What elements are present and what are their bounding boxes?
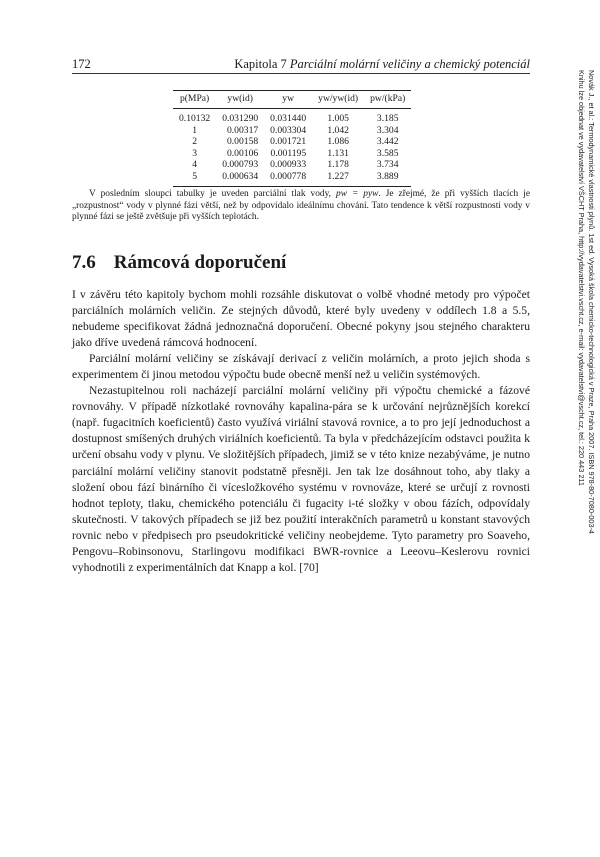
table-cell: 3 [192,147,197,159]
column-header: yw/yw(id) [312,91,364,109]
table-note-formula: pw = pyw [336,189,379,199]
section-heading [72,252,286,274]
table-row [173,136,411,148]
table-cell: 3.734 [376,159,399,171]
table-cell: 1 [192,124,197,136]
ordering-info-line: Knihu lze objednat ve vydavatelství VŠCHT Praha, http://vydavatelstvi.vscht.cz, e-mail: vydavatelstvi@vscht.cz, tel.: 220 443 211 [577,70,586,486]
table-cell: 0.00158 [226,136,259,148]
table-cell: 2 [192,136,197,148]
table-note-text: . Je zřejmé, že při vyšších tlacích je „rozpustnost“ vody v plynné fázi větší, než by odpovídalo ideálnímu chování. Tato tendence k větší rozpustnosti vody v plynné fázi se ještě zvětšuje při vyšších teplotách. [72,189,530,223]
table-cell: 0.000634 [222,170,259,182]
table-cell: 1.178 [327,159,349,171]
table-cell: 1.042 [327,124,349,136]
paragraph: Nezastupitelnou roli nacházejí parciální molární veličiny při výpočtu chemické a fázové rovnováhy. V případě nízkotlaké rovnováhy kapalina-pára se k určování nejrůznějších korekcí (např. fugacitních koeficientů) často využívá viriální stavová rovnice, a to pro její jednoduchost a dostupnost smíšených druhých viriálních koeficientů. Ta byla v předcházejícím odstavci použita k určení obsahu vody v plynu. Ve složitějších případech, jimiž se v této knize nezabýváme, je nutno parciální molární veličiny stanovit podstatně přesněji. Jen tak lze dosáhnout toho, aby tlaky a složení obou fází binárního či vícesložkového systému v rovnováze, které se určují z rovnosti hodnot teploty, tlaku, chemického potenciálu či fugacity i-té složky v obou fázích, odpovídaly skutečnosti. V takových případech se již bez použití interakčních parametrů u konstant stavových rovnic nebo v předpisech pro pseudokritické veličiny neobejdeme. Tyto parametry pro Soaveho, Pengovu–Robinsonovu, Starlingovu modifikaci BWR-rovnice a Leeovu–Keslerovu rovnici vyhodnotili z experimentálních dat Knapp a kol. [70] [72,384,530,574]
table-cell: 3.185 [376,113,399,124]
table-row [173,125,411,137]
table-cell: 3.889 [376,170,399,182]
header-rule [72,73,530,74]
chapter-prefix: Kapitola 7 [234,57,290,71]
table-row [173,148,411,160]
table-cell: 1.005 [327,113,349,124]
table-cell: 0.031440 [270,113,307,124]
citation-line: Novák J., et al.: Termodynamické vlastnosti plynů. 1st ed. Vysoká škola chemicko-technologická v Praze, Praha 2007. ISBN 978-80-7080-003-4 [587,70,596,534]
column-header: yw [264,91,312,109]
table-row [173,159,411,171]
table-cell: 0.000793 [222,159,259,171]
table-cell: 5 [192,170,197,182]
table-cell: 1.086 [327,136,349,148]
column-header: yw(id) [216,91,264,109]
table-cell: 0.031290 [222,113,259,124]
table-cell: 0.000778 [270,170,307,182]
paragraph: Parciální molární veličiny se získávají derivací z veličin molárních, a proto jejich shoda s experimentem či jinou metodou výpočtu bude obecně menší než u veličin systémových. [72,352,530,382]
table-cell: 0.000933 [270,159,307,171]
table-cell: 1.131 [327,147,349,159]
paragraph: I v závěru této kapitoly bychom mohli rozsáhle diskutovat o volbě vhodné metody pro výpočet parciálních molárních veličin. Ze stejných důvodů, které byly uvedeny v oddílech 1.8 a 5.5, nebudeme specifikovat žádná jednoznačná doporučení. Obecné pokyny jsou stejného charakteru jako dříve uvedená rámcová hodnocení. [72,288,530,350]
section-title: Rámcová doporučení [113,252,287,273]
water-content-table [173,90,411,187]
table-cell: 0.003304 [270,124,307,136]
table-cell: 0.10132 [179,113,211,124]
table-cell: 0.00317 [226,124,259,136]
table-cell: 3.442 [376,136,399,148]
table-row [173,109,411,125]
table-cell: 3.304 [376,124,399,136]
table-cell: 4 [192,159,197,171]
table-header-row [173,91,411,109]
table-cell: 0.001721 [270,136,307,148]
table-cell: 1.227 [327,170,349,182]
column-header: p(MPa) [173,91,216,109]
column-header: pw/(kPa) [364,91,411,109]
table-cell: 3.585 [376,147,399,159]
table-cell: 0.00106 [226,147,259,159]
table-note [72,189,530,224]
table-row [173,171,411,186]
section-number: 7.6 [72,252,96,273]
page-number: 172 [72,57,91,71]
chapter-title: Parciální molární veličiny a chemický potenciál [289,57,530,71]
chapter-heading [234,57,530,72]
table-note-text: V posledním sloupci tabulky je uveden parciální tlak vody, [89,189,337,199]
margin-copyright-note [566,70,596,630]
running-header [72,57,530,73]
table-cell: 0.001195 [270,147,307,159]
section-body [72,287,530,576]
